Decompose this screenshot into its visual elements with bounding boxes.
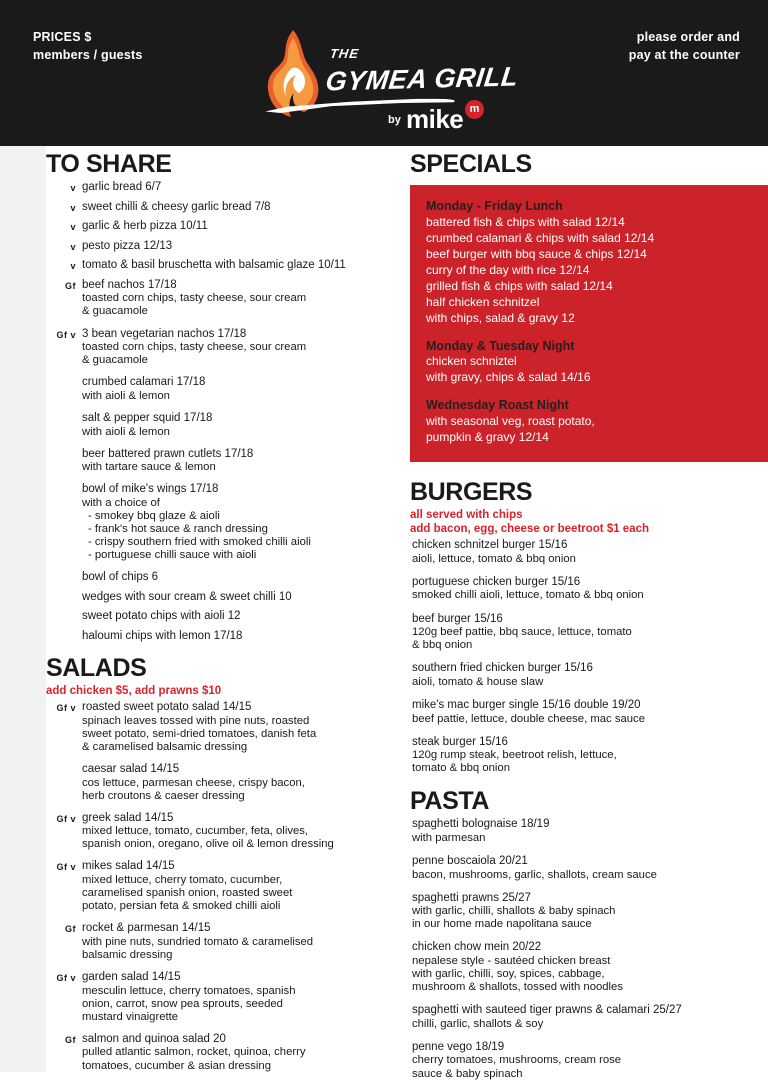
menu-item-body [410,539,768,566]
text-line: mushroom & shallots, tossed with noodles [412,981,623,994]
dietary-marker: Gf v [56,703,76,714]
order-instructions-line1: please order and [636,30,740,44]
menu-item-name: chicken chow mein 20/22 [412,941,542,954]
text-line: nepalese style - sautéed chicken breast [412,954,611,967]
menu-item-name: mike's mac burger single 15/16 double 19/20 [412,698,641,711]
text-line: all served with chips [410,509,523,522]
dietary-marker: Gf [65,1034,76,1045]
text-line: with garlic, chilli, shallots & baby spinach [412,905,616,918]
menu-item-body [82,279,396,319]
order-instructions [629,28,740,64]
menu-item-description [82,715,396,754]
menu-item-description [412,626,768,652]
text-line: aioli, tomato & house slaw [412,675,544,688]
logo-mike-text: mike [406,104,464,134]
menu-item [410,576,768,603]
menu-item-description [82,341,396,367]
menu-item-description [412,955,768,994]
menu-item-name: spaghetti bolognaise 18/19 [412,818,550,831]
menu-item-body [82,922,396,962]
menu-item-body [82,201,396,215]
menu-item-name: crumbed calamari 17/18 [82,376,206,389]
menu-item [46,259,396,273]
menu-item [46,763,396,803]
menu-item [410,1041,768,1081]
menu-item-body [410,1041,768,1081]
text-line: with garlic, chilli, soy, spices, cabbage, [412,968,605,981]
text-line: toasted corn chips, tasty cheese, sour cream [82,292,307,305]
dietary-marker [46,448,82,450]
menu-item-name: steak burger 15/16 [412,735,508,748]
text-line: caramelised spanish onion, roasted sweet [82,887,293,900]
specials-line: beef burger with bbq sauce & chips 12/14 [426,246,647,261]
specials-line: curry of the day with rice 12/14 [426,262,590,277]
menu-item-name: spaghetti with sauteed tiger prawns & calamari 25/27 [412,1004,682,1017]
text-line: onion, carrot, snow pea sprouts, seeded [82,997,283,1010]
menu-item [46,922,396,962]
menu-item [46,201,396,215]
menu-item-description [82,985,396,1024]
menu-item-body [82,591,396,605]
dietary-marker [46,591,82,593]
menu-item-choices [82,510,396,562]
specials-group-gap [426,386,752,397]
menu-item-body [410,576,768,603]
prices-label: PRICES $ [33,30,92,44]
text-line: with pine nuts, sundried tomato & caramelised [82,935,314,948]
menu-item [46,571,396,585]
menu-item [410,613,768,653]
menu-item-body [82,763,396,803]
menu-item-name: sweet chilli & cheesy garlic bread 7/8 [82,200,271,213]
menu-item-description [412,713,768,726]
text-line: - crispy southern fried with smoked chilli aioli [88,536,311,549]
dietary-marker: v [70,241,76,252]
salads-list [46,701,396,1073]
text-line: with a choice of [82,496,160,509]
left-margin-strip [0,146,46,1072]
logo-m-badge: m [465,100,484,119]
section-title-salads: SALADS [46,653,147,682]
menu-item [410,699,768,726]
menu-item [46,860,396,913]
specials-day-heading: Monday - Friday Lunch [426,199,563,213]
dietary-marker [46,610,82,612]
section-title-pasta: PASTA [410,787,490,816]
text-line: bacon, mushrooms, garlic, shallots, cream sauce [412,868,657,881]
order-instructions-line2: pay at the counter [628,48,740,63]
text-line: spanish onion, oregano, olive oil & lemon dressing [82,838,334,851]
menu-item [46,412,396,439]
menu-item-body [410,662,768,689]
menu-item-body [82,220,396,234]
menu-item-name: beef nachos 17/18 [82,278,177,291]
dietary-marker [46,630,82,632]
text-line: toasted corn chips, tasty cheese, sour cream [82,341,307,354]
text-line: - frank's hot sauce & ranch dressing [88,523,268,536]
menu-item-body [82,571,396,585]
menu-item [46,220,396,234]
menu-item-description [82,426,396,439]
section-title-burgers: BURGERS [410,478,533,507]
menu-item [410,1004,768,1031]
text-line: 120g rump steak, beetroot relish, lettuce, [412,749,617,762]
menu-item [46,591,396,605]
pasta-list [410,818,768,1080]
specials-line: half chicken schnitzel [426,294,540,309]
menu-item-description [82,390,396,403]
dietary-marker: Gf [65,924,76,935]
text-line: spinach leaves tossed with pine nuts, roasted [82,714,310,727]
menu-item-name: chicken schnitzel burger 15/16 [412,539,568,552]
menu-item-body [82,1033,396,1073]
specials-line: crumbed calamari & chips with salad 12/14 [426,230,655,245]
logo-brand-name: GYMEA GRILL [324,61,521,97]
menu-item-name: bowl of mike's wings 17/18 [82,483,219,496]
specials-box [410,185,768,462]
menu-item-name: haloumi chips with lemon 17/18 [82,630,243,642]
menu-item-description [412,676,768,689]
menu-item-description [412,553,768,566]
text-line: smoked chilli aioli, lettuce, tomato & bbq onion [412,589,644,602]
menu-item [410,855,768,882]
brand-logo [260,24,521,142]
text-line: mixed lettuce, tomato, cucumber, feta, olives, [82,825,309,838]
menu-item [410,941,768,994]
section-title-to-share: TO SHARE [46,150,172,178]
menu-item [46,812,396,852]
menu-item-body [82,971,396,1024]
text-line: herb croutons & caeser dressing [82,789,245,802]
specials-group [426,397,752,446]
text-line: mustard vinaigrette [82,1010,179,1023]
menu-item-name: penne vego 18/19 [412,1040,505,1053]
specials-line: chicken schniztel [426,354,517,369]
burgers-subtitle [410,509,768,536]
dietary-marker [46,571,82,573]
menu-item-name: tomato & basil bruschetta with balsamic glaze 10/11 [82,259,346,272]
dietary-marker: Gf v [56,862,76,873]
menu-item-name: wedges with sour cream & sweet chilli 10 [82,590,292,603]
text-line: & guacamole [82,305,148,318]
menu-item [46,279,396,319]
dietary-marker: Gf v [56,813,76,824]
menu-item-name: roasted sweet potato salad 14/15 [82,701,252,714]
specials-line: with seasonal veg, roast potato, [426,414,595,429]
dietary-marker: v [70,202,76,213]
menu-item-name: penne boscaiola 20/21 [412,855,528,868]
text-line: beef pattie, lettuce, double cheese, mac sauce [412,712,645,725]
prices-note [33,28,143,64]
menu-item-name: garden salad 14/15 [82,971,181,984]
menu-item [410,539,768,566]
menu-item [410,892,768,932]
text-line: with parmesan [412,831,486,844]
menu-item-name: 3 bean vegetarian nachos 17/18 [82,327,247,340]
menu-item-name: rocket & parmesan 14/15 [82,922,211,935]
menu-item-name: garlic & herb pizza 10/11 [82,220,208,233]
menu-item [46,181,396,195]
menu-item [46,701,396,754]
dietary-marker [46,376,82,378]
menu-item [410,662,768,689]
menu-item-body [82,240,396,254]
menu-item-name: beef burger 15/16 [412,612,503,625]
salads-subtitle: add chicken $5, add prawns $10 [46,684,222,697]
specials-group [426,338,752,387]
menu-item-description [412,1018,768,1031]
text-line: aioli, lettuce, tomato & bbq onion [412,552,576,565]
menu-item-description [82,1046,396,1072]
specials-line: pumpkin & gravy 12/14 [426,430,549,445]
menu-item-body [82,701,396,754]
menu-item-body [82,259,396,273]
menu-item-description [82,461,396,474]
text-line: with aioli & lemon [82,425,170,438]
burgers-list [410,539,768,775]
text-line: with tartare sauce & lemon [82,461,216,474]
text-line: mesculin lettuce, cherry tomatoes, spanish [82,984,296,997]
specials-day-heading: Wednesday Roast Night [426,398,569,413]
text-line: with aioli & lemon [82,389,170,402]
menu-item [46,1033,396,1073]
menu-item-name: pesto pizza 12/13 [82,239,173,252]
menu-item-name: beer battered prawn cutlets 17/18 [82,447,254,460]
menu-item [46,448,396,475]
right-column [410,150,768,1091]
menu-item-body [410,613,768,653]
menu-item-body [410,892,768,932]
menu-item-description [82,936,396,962]
menu-item-description [82,292,396,318]
menu-item-description [82,825,396,851]
page-header [0,0,768,146]
text-line: add bacon, egg, cheese or beetroot $1 each [410,522,650,535]
menu-item-name: southern fried chicken burger 15/16 [412,662,593,675]
menu-item [46,630,396,644]
text-line: - smokey bbq glaze & aioli [88,509,220,522]
menu-item-body [82,812,396,852]
menu-item-body [82,610,396,624]
menu-item [46,376,396,403]
menu-item-body [410,1004,768,1031]
menu-item-body [410,818,768,845]
dietary-marker [46,763,82,765]
menu-item-body [410,736,768,776]
text-line: chilli, garlic, shallots & soy [412,1017,544,1030]
menu-item-name: salt & pepper squid 17/18 [82,411,213,424]
dietary-marker: Gf [65,280,76,291]
logo-the-text: THE [328,46,361,61]
logo-by-text: by [388,114,401,126]
menu-item-body [82,181,396,195]
menu-item-body [82,376,396,403]
specials-day-heading: Monday & Tuesday Night [426,338,575,353]
text-line: & caramelised balsamic dressing [82,740,248,753]
text-line: sauce & baby spinach [412,1067,523,1080]
text-line: & guacamole [82,354,148,367]
text-line: mixed lettuce, cherry tomato, cucumber, [82,874,283,887]
menu-item-name: garlic bread 6/7 [82,181,162,193]
menu-item-description [82,874,396,913]
text-line: potato, persian feta & smoked chilli aioli [82,900,281,913]
menu-item [46,483,396,562]
text-line: cos lettuce, parmesan cheese, crispy bacon, [82,776,305,789]
menu-item-name: bowl of chips 6 [82,571,159,584]
menu-item-body [82,328,396,368]
specials-line: grilled fish & chips with salad 12/14 [426,278,613,293]
to-share-list [46,181,396,644]
menu-item-description [412,749,768,775]
menu-item-description [412,589,768,602]
text-line: cherry tomatoes, mushrooms, cream rose [412,1054,622,1067]
members-guests-label: members / guests [33,48,143,63]
menu-item-body [82,630,396,644]
menu-item-name: sweet potato chips with aioli 12 [82,610,241,623]
menu-item [46,328,396,368]
menu-item-description [412,832,768,845]
menu-item-body [82,412,396,439]
text-line: tomatoes, cucumber & asian dressing [82,1059,272,1072]
text-line: & bbq onion [412,639,473,652]
menu-item-description [412,905,768,931]
menu-item [46,610,396,624]
menu-item-body [82,860,396,913]
menu-item-description [82,497,396,510]
menu-item-description [412,1054,768,1080]
left-column [46,150,396,1082]
dietary-marker [46,483,82,485]
menu-item-name: caesar salad 14/15 [82,762,180,775]
menu-item [46,240,396,254]
text-line: - portuguese chilli sauce with aioli [88,549,257,562]
menu-item [410,736,768,776]
specials-group-gap [426,327,752,338]
text-line: in our home made napolitana sauce [412,918,592,931]
menu-item [46,971,396,1024]
specials-line: with chips, salad & gravy 12 [426,310,575,325]
dietary-marker [46,412,82,414]
menu-item-body [410,855,768,882]
dietary-marker: v [70,222,76,233]
text-line: 120g beef pattie, bbq sauce, lettuce, tomato [412,626,632,639]
menu-item-body [410,699,768,726]
menu-item-name: spaghetti prawns 25/27 [412,891,531,904]
menu-item-description [412,869,768,882]
menu-item-body [82,448,396,475]
text-line: sweet potato, semi-dried tomatoes, danish feta [82,727,317,740]
menu-item [410,818,768,845]
menu-item-description [82,777,396,803]
text-line: tomato & bbq onion [412,762,510,775]
text-line: pulled atlantic salmon, rocket, quinoa, cherry [82,1046,306,1059]
menu-item-name: greek salad 14/15 [82,811,174,824]
dietary-marker: Gf v [56,329,76,340]
dietary-marker: v [70,183,76,193]
specials-group [426,198,752,327]
menu-item-name: portuguese chicken burger 15/16 [412,575,581,588]
dietary-marker: Gf v [56,973,76,984]
menu-item-body [82,483,396,562]
specials-line: with gravy, chips & salad 14/16 [426,370,591,385]
menu-item-name: salmon and quinoa salad 20 [82,1032,226,1045]
specials-line: battered fish & chips with salad 12/14 [426,214,625,229]
section-title-specials: SPECIALS [410,150,532,178]
menu-item-body [410,941,768,994]
text-line: balsamic dressing [82,948,173,961]
menu-item-name: mikes salad 14/15 [82,860,175,873]
dietary-marker: v [70,261,76,272]
